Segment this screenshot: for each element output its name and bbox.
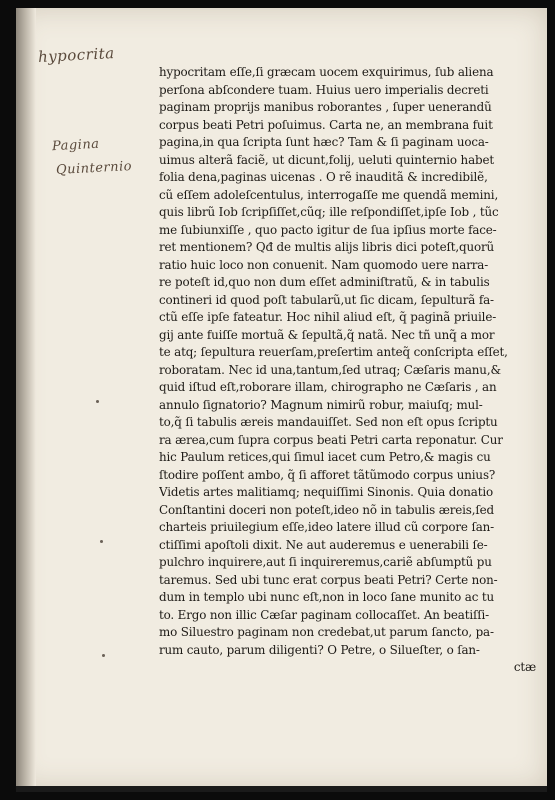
text-line: mo Siluestro paginam non credebat,ut parum ſancto, pa- [159,625,494,639]
text-line: Videtis artes malitiamq; nequiſſimi Sinonis. Quia donatio [159,485,493,499]
text-line: contineri id quod poſt tabularũ,ut ſic dicam, ſepulturã fa- [159,292,494,307]
ink-speck [100,540,103,543]
margin-note-quinternio: Quinternio [55,159,133,178]
margin-note-hypocrita: hypocrita [37,44,116,66]
text-line: ctũ eſſe ipſe fateatur. Hoc nihil aliud eſt, q̃ paginã priuile- [159,310,497,324]
text-line: Conſtantini doceri non poteſt,ideo nõ in tabulis æreis,ſed [159,502,494,517]
text-line: roboratam. Nec id una,tantum,ſed utraq; Cæſaris manu,& [159,362,501,377]
ink-speck [96,400,99,403]
text-line: folia dena,paginas uicenas . O rẽ inauditã & incredibilẽ, [159,170,488,184]
text-line: charteis priuilegium eſſe,ideo latere illud cũ corpore ſan- [159,520,495,534]
text-line: to,q̃ ſi tabulis æreis mandauiſſet. Sed non eſt opus ſcriptu [159,415,498,429]
text-line: uimus alterã faciẽ, ut dicunt,folij, ueluti quinternio habet [159,152,494,167]
text-line: ratio huic loco non conuenit. Nam quomodo uere narra- [159,257,489,272]
text-line: perſona abſcondere tuam. Huius uero imperialis decreti [159,82,489,97]
text-line: dum in templo ubi nunc eſt,non in loco ſane munito ac tu [159,590,494,604]
text-line: hypocritam eſſe,ſi græcam uocem exquirimus, ſub aliena [159,65,494,79]
book-page [16,8,547,788]
text-line: cũ eſſem adoleſcentulus, interrogaſſe me quendã memini, [159,187,499,202]
text-line: me ſubiunxiſſe , quo pacto igitur de ſua ipſius morte face- [159,222,497,237]
text-line: corpus beati Petri poſuimus. Carta ne, an membrana fuit [159,117,493,132]
text-line: ſtodire poſſent ambo, q̃ ſi afforet tãtũmodo corpus unius? [159,467,496,482]
text-line: pulchro inquirere,aut ſi inquireremus,cariẽ abſumptũ pu [159,555,492,569]
text-line: re poteſt id,quo non dum eſſet adminiſtratũ, & in tabulis [159,275,490,289]
catchword: ctæ [513,660,536,674]
text-line: ctiſſimi apoſtoli dixit. Ne aut auderemus e uenerabili ſe- [159,537,488,552]
ink-speck [102,654,105,657]
text-line: te atq; ſepultura reuerſam,preſertim anteq̃ conſcripta eſſet, [159,345,508,359]
text-line: annulo ſignatorio? Magnum nimirũ robur, maiuſq; mul- [159,397,483,412]
book-gutter [16,8,36,788]
text-line: hic Paulum retices,qui ſimul iacet cum Petro,& magis cu [159,450,491,464]
text-line: ret mentionem? Qđ de multis alijs libris dici poteſt,quorũ [159,240,495,254]
text-line: gij ante fuiſſe mortuã & ſepultã,q̃ natã. Nec tñ unq̃ a mor [159,327,495,342]
text-line: quis librũ Iob ſcripſiſſet,cũq; ille reſpondiſſet,ipſe Iob , tũc [159,205,499,219]
margin-note-pagina: Pagina [51,136,100,155]
text-line: to. Ergo non illic Cæſar paginam collocaſſet. An beatiſſi- [159,607,490,622]
text-line: rum cauto, parum diligenti? O Petre, o Silueſter, o ſan- [159,642,480,657]
text-line: paginam proprijs manibus roborantes , ſuper uenerandũ [159,100,492,114]
text-line: taremus. Sed ubi tunc erat corpus beati Petri? Certe non- [159,572,498,587]
text-line: quid iſtud eſt,roborare illam, chirographo ne Cæſaris , an [159,380,497,394]
text-line: pagina,in qua ſcripta ſunt hæc? Tam & ſi paginam uoca- [159,135,489,149]
text-line: ra ærea,cum ſupra corpus beati Petri carta reponatur. Cur [159,432,503,447]
main-text-block [159,64,544,677]
page-bottom-edge [16,786,547,792]
